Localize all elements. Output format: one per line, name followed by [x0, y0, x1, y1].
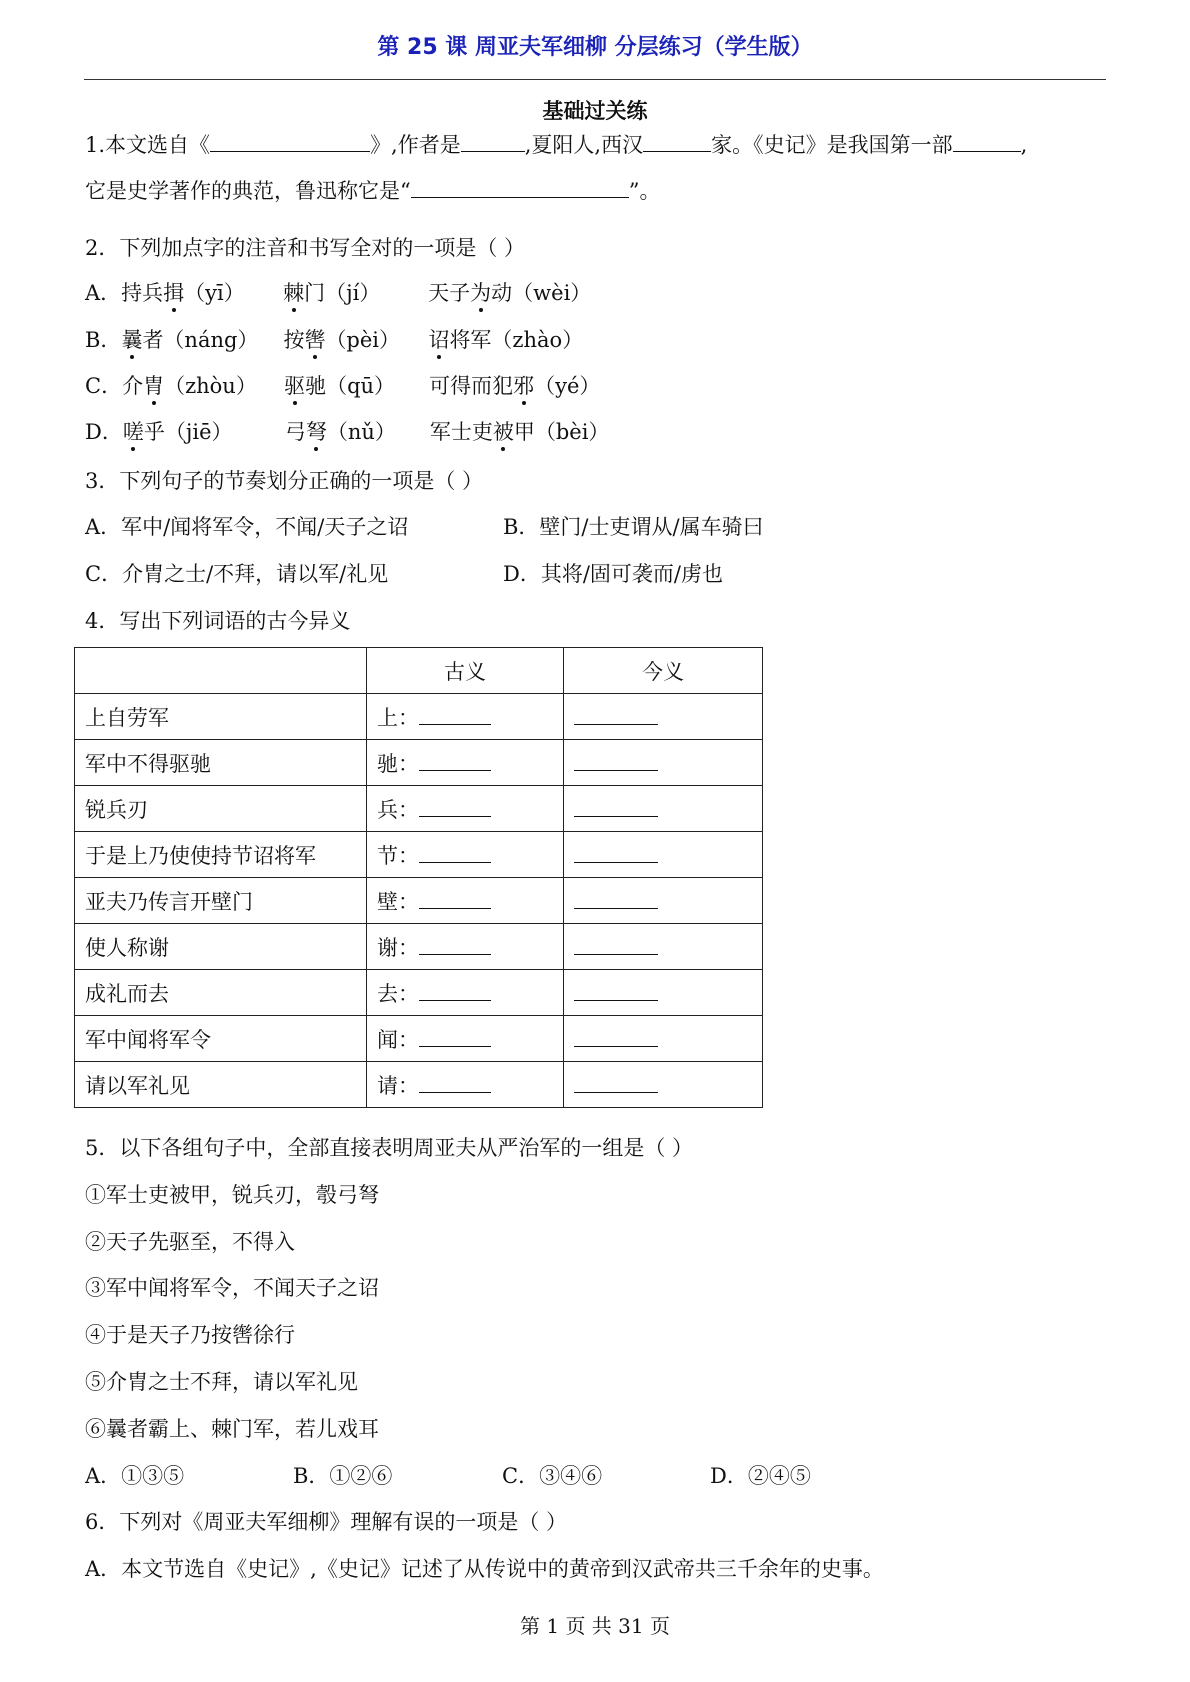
q5-option-d[interactable]: D．②④⑤ — [710, 1464, 811, 1488]
modern-blank[interactable] — [574, 980, 658, 1001]
dotted-char: 诏 — [428, 328, 450, 352]
q1-text-part3: ,夏阳人,西汉 — [524, 133, 644, 157]
modern-cell — [564, 1016, 763, 1062]
dotted-char: 胄 — [143, 374, 165, 398]
table-header-modern: 今义 — [564, 648, 763, 694]
modern-blank[interactable] — [574, 796, 658, 817]
dotted-char: 曩 — [121, 328, 143, 352]
ancient-cell — [367, 878, 564, 924]
q3-options-row1 — [85, 513, 764, 541]
phrase-cell: 军中不得驱驰 — [75, 740, 367, 786]
item-pre: 可得而犯 — [429, 374, 514, 398]
q1-line2-close: ”。 — [628, 179, 661, 203]
q4-stem: 4．写出下列词语的古今异义 — [85, 609, 351, 633]
ancient-cell — [367, 832, 564, 878]
q3-stem: 3．下列句子的节奏划分正确的一项是（ ） — [85, 469, 484, 493]
q2-d-item3 — [430, 418, 610, 446]
q5-stem: 5．以下各组句子中，全部直接表明周亚夫从严治军的一组是（ ） — [85, 1136, 694, 1160]
q1-blank-book[interactable] — [210, 131, 370, 152]
modern-cell — [564, 924, 763, 970]
modern-cell — [564, 1062, 763, 1108]
q3-option-d[interactable]: D．其将/固可袭而/虏也 — [503, 562, 723, 586]
phrase-cell: 请以军礼见 — [75, 1062, 367, 1108]
item-post: 门（jí） — [304, 281, 381, 305]
dotted-char: 弩 — [305, 420, 327, 444]
modern-cell — [564, 694, 763, 740]
phrase-cell: 亚夫乃传言开壁门 — [75, 878, 367, 924]
item-pre: 军士吏 — [429, 420, 493, 444]
ancient-blank[interactable] — [419, 888, 491, 909]
item-pre: 天子 — [428, 281, 471, 305]
word-label: 去： — [377, 981, 419, 1006]
option-letter: D． — [85, 420, 123, 444]
ancient-cell — [367, 1062, 564, 1108]
q5-item-5: ⑤介胄之士不拜，请以军礼见 — [85, 1370, 358, 1394]
word-label: 节： — [377, 843, 419, 868]
word-label: 请： — [377, 1073, 419, 1098]
q2-b-item3 — [428, 326, 583, 354]
q2-option-a[interactable] — [85, 279, 591, 307]
q6-option-a[interactable]: A．本文节选自《史记》,《史记》记述了从传说中的黄帝到汉武帝共三千余年的史事。 — [85, 1557, 884, 1581]
dotted-char: 嗟 — [122, 420, 144, 444]
option-letter: C． — [85, 374, 123, 398]
word-label: 闻： — [377, 1027, 419, 1052]
ancient-blank[interactable] — [419, 1072, 491, 1093]
ancient-cell — [367, 1016, 564, 1062]
table-row — [75, 1016, 763, 1062]
dotted-char: 被 — [492, 420, 514, 444]
ancient-blank[interactable] — [419, 1026, 491, 1047]
q1-text-part1: 1.本文选自《 — [85, 133, 211, 157]
item-post: （yé） — [534, 374, 601, 398]
q5-option-c[interactable]: C．③④⑥ — [502, 1464, 603, 1488]
ancient-cell — [367, 694, 564, 740]
modern-cell — [564, 786, 763, 832]
phrase-cell: 军中闻将军令 — [75, 1016, 367, 1062]
table-header-row — [75, 648, 763, 694]
phrase-cell: 使人称谢 — [75, 924, 367, 970]
page-footer: 第 1 页 共 31 页 — [520, 1614, 670, 1638]
item-post: （pèi） — [325, 328, 401, 352]
table-row — [75, 924, 763, 970]
q5-option-a[interactable]: A．①③⑤ — [85, 1464, 185, 1488]
phrase-cell: 锐兵刃 — [75, 786, 367, 832]
q2-b-item2 — [283, 326, 428, 354]
q5-options — [85, 1462, 811, 1490]
dotted-char: 棘 — [283, 281, 305, 305]
q2-c-item1 — [122, 372, 284, 400]
q2-a-item3 — [428, 279, 591, 307]
table-row — [75, 970, 763, 1016]
word-label: 兵： — [377, 797, 419, 822]
document-header-title: 第 25 课 周亚夫军细柳 分层练习（学生版） — [377, 35, 813, 60]
ancient-blank[interactable] — [419, 704, 491, 725]
dotted-char: 辔 — [304, 328, 326, 352]
option-letter: B． — [85, 328, 122, 352]
item-pre: 按 — [283, 328, 305, 352]
q2-stem: 2．下列加点字的注音和书写全对的一项是（ ） — [85, 236, 526, 260]
table-row — [75, 740, 763, 786]
table-row — [75, 878, 763, 924]
q3-options-row2 — [85, 560, 723, 588]
ancient-blank[interactable] — [419, 980, 491, 1001]
item-post: （yī） — [184, 281, 245, 305]
item-pre: 弓 — [284, 420, 306, 444]
modern-blank[interactable] — [574, 1026, 658, 1047]
ancient-cell — [367, 924, 564, 970]
table-header-ancient: 古义 — [367, 648, 564, 694]
q2-c-item3 — [429, 372, 600, 400]
table-header-empty — [75, 648, 367, 694]
q3-option-a[interactable]: A．军中/闻将军令，不闻/天子之诏 — [85, 515, 409, 539]
item-post: 驰（qū） — [305, 374, 396, 398]
q1-blank-profession[interactable] — [643, 131, 711, 152]
modern-cell — [564, 832, 763, 878]
item-post: 乎（jiē） — [143, 420, 233, 444]
ancient-blank[interactable] — [419, 750, 491, 771]
q3-option-c[interactable]: C．介胄之士/不拜，请以军/礼见 — [85, 562, 389, 586]
q1-blank-genre[interactable] — [953, 131, 1021, 152]
ancient-blank[interactable] — [419, 796, 491, 817]
q5-option-b[interactable]: B．①②⑥ — [293, 1464, 393, 1488]
ancient-blank[interactable] — [419, 842, 491, 863]
dotted-char: 邪 — [513, 374, 535, 398]
word-label: 壁： — [377, 889, 419, 914]
dotted-char: 驱 — [284, 374, 306, 398]
q1-text-part5: , — [1020, 133, 1028, 157]
table-row — [75, 694, 763, 740]
q3-option-b[interactable]: B．壁门/士吏谓从/属车骑曰 — [503, 515, 764, 539]
q2-b-item1 — [121, 326, 283, 354]
q5-item-1: ①军士吏被甲，锐兵刃，彀弓弩 — [85, 1183, 379, 1207]
option-letter: A． — [85, 281, 122, 305]
q5-item-6: ⑥曩者霸上、棘门军，若儿戏耳 — [85, 1417, 379, 1441]
modern-cell — [564, 878, 763, 924]
ancient-blank[interactable] — [419, 934, 491, 955]
dotted-char: 为 — [470, 281, 492, 305]
q1-blank-lu-xun-quote[interactable] — [411, 177, 629, 198]
phrase-cell: 于是上乃使使持节诏将军 — [75, 832, 367, 878]
header-divider — [84, 79, 1106, 80]
q2-c-item2 — [284, 372, 429, 400]
item-pre: 介 — [122, 374, 144, 398]
section-title: 基础过关练 — [542, 99, 648, 123]
q2-a-item1 — [121, 279, 283, 307]
word-label: 上： — [377, 705, 419, 730]
q5-item-4: ④于是天子乃按辔徐行 — [85, 1323, 295, 1347]
item-pre: 持兵 — [121, 281, 164, 305]
item-post: 甲（bèi） — [513, 420, 610, 444]
q2-d-item1 — [123, 418, 285, 446]
ancient-cell — [367, 740, 564, 786]
ancient-cell — [367, 970, 564, 1016]
modern-blank[interactable] — [574, 1072, 658, 1093]
modern-blank[interactable] — [574, 934, 658, 955]
item-post: （zhòu） — [164, 374, 257, 398]
ancient-cell — [367, 786, 564, 832]
q2-d-item2 — [285, 418, 430, 446]
dotted-char: 揖 — [163, 281, 185, 305]
table-row — [75, 786, 763, 832]
item-post: （nǔ） — [326, 420, 396, 444]
q1-line2 — [85, 177, 661, 205]
q4-table — [74, 647, 763, 1108]
modern-blank[interactable] — [574, 842, 658, 863]
q5-item-3: ③军中闻将军令，不闻天子之诏 — [85, 1276, 379, 1300]
table-row — [75, 832, 763, 878]
q2-option-d[interactable] — [85, 418, 609, 446]
q6-stem: 6．下列对《周亚夫军细柳》理解有误的一项是（ ） — [85, 1510, 568, 1534]
q1-line1 — [85, 131, 1027, 159]
word-label: 驰： — [377, 751, 419, 776]
q1-text-part4: 家。《史记》是我国第一部 — [711, 133, 953, 157]
word-label: 谢： — [377, 935, 419, 960]
q5-item-2: ②天子先驱至，不得入 — [85, 1230, 295, 1254]
q2-option-b[interactable] — [85, 326, 583, 354]
modern-blank[interactable] — [574, 888, 658, 909]
q2-option-c[interactable] — [85, 372, 600, 400]
q2-a-item2 — [283, 279, 428, 307]
q1-line2-text: 它是史学著作的典范，鲁迅称它是“ — [85, 179, 411, 203]
modern-blank[interactable] — [574, 704, 658, 725]
item-post: 动（wèi） — [491, 281, 592, 305]
item-post: 者（náng） — [142, 328, 259, 352]
modern-cell — [564, 970, 763, 1016]
modern-blank[interactable] — [574, 750, 658, 771]
phrase-cell: 成礼而去 — [75, 970, 367, 1016]
phrase-cell: 上自劳军 — [75, 694, 367, 740]
q1-blank-author[interactable] — [461, 131, 525, 152]
modern-cell — [564, 740, 763, 786]
table-row — [75, 1062, 763, 1108]
q1-text-part2: 》,作者是 — [370, 133, 461, 157]
item-post: 将军（zhào） — [449, 328, 584, 352]
